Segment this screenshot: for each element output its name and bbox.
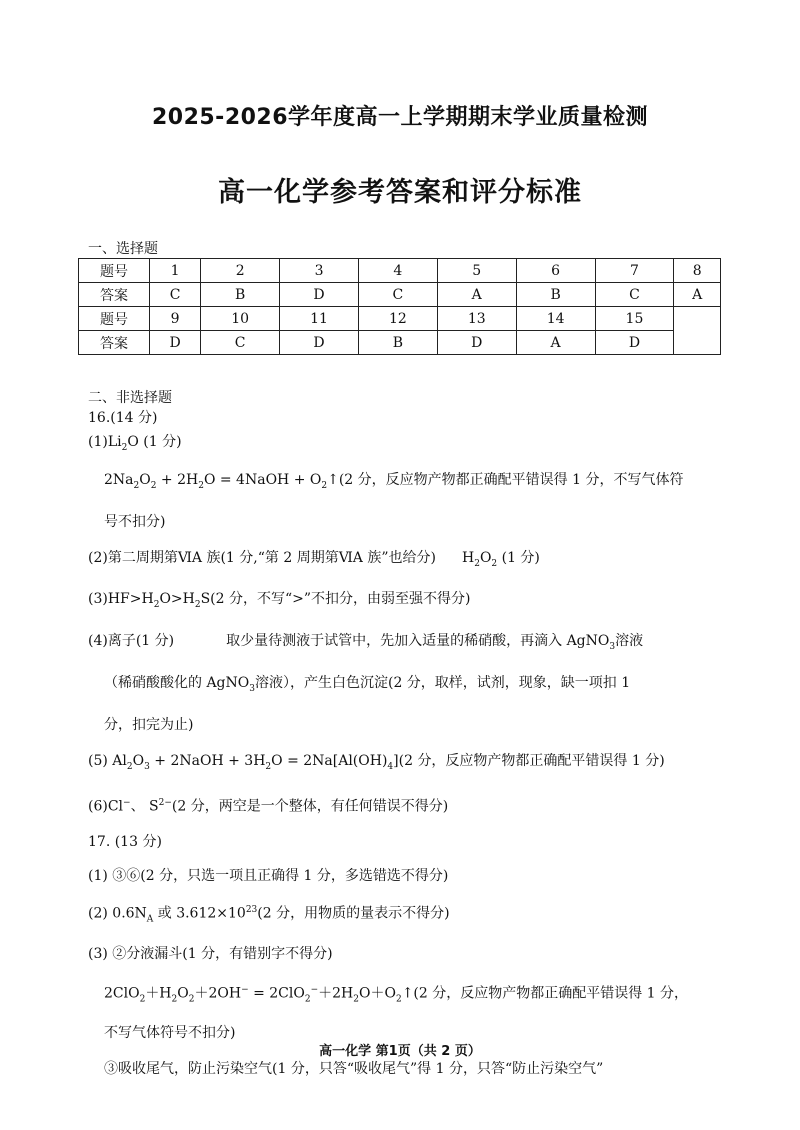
table-cell: 3 xyxy=(280,259,359,283)
q17-part2: (2) $0.6N_A$ 或 $3.612\times 10^{23}(2$ 分，用物质的量表示不得分) xyxy=(88,905,450,925)
table-cell: 4 xyxy=(358,259,437,283)
table-cell: C xyxy=(201,331,280,355)
q17-equation-cont: 不写气体符号不扣分) xyxy=(104,1025,236,1042)
table-cell: 9 xyxy=(150,307,201,331)
table-cell: D xyxy=(595,331,674,355)
q17-part1: (1) ③⑥(2 分，只选一项且正确得 1 分，多选错选不得分) xyxy=(88,868,449,885)
table-cell: 6 xyxy=(516,259,595,283)
table-cell: 12 xyxy=(358,307,437,331)
table-cell: 题号 xyxy=(79,307,150,331)
table-cell: A xyxy=(674,283,721,307)
table-cell: B xyxy=(358,331,437,355)
q16-title: 16.(14 分) xyxy=(88,410,158,426)
table-cell: D xyxy=(280,283,359,307)
table-row xyxy=(79,283,721,307)
table-cell: 答案 xyxy=(79,331,150,355)
q17-title: 17. (13 分) xyxy=(88,834,162,851)
q16-equation-1: $2Na_2O_2 + 2H_2O$ = 4NaOH + $O_2↑(2$ 分，反应物产物都正确配平错误得 1 分，不写气体符 xyxy=(104,471,684,491)
exam-title: 2025-2026学年度高一上学期期末学业质量检测 xyxy=(151,105,649,130)
q16-part5: (5) $Al_2O_3$ + 2NaOH + $3H_2O = 2Na[Al(OH)_4](2$ 分，反应物产物都正确配平错误得 1 分) xyxy=(88,752,665,772)
table-cell: 8 xyxy=(674,259,721,283)
page-footer: 高一化学 第1页（共 2 页） xyxy=(319,1044,481,1059)
table-row xyxy=(79,307,721,331)
table-cell: 11 xyxy=(280,307,359,331)
q16-part3: $(3)HF>H_2O>H_2S(2$ 分，不写“>”不扣分，由弱至强不得分) xyxy=(88,591,471,611)
table-cell: 5 xyxy=(437,259,516,283)
table-cell: C xyxy=(595,283,674,307)
q16-equation-1-cont: 号不扣分) xyxy=(104,513,166,530)
table-cell-empty xyxy=(674,307,721,355)
table-cell: A xyxy=(516,331,595,355)
table-cell: D xyxy=(280,331,359,355)
choice-answer-table xyxy=(78,258,721,355)
q17-part3-3: ③吸收尾气，防止污染空气(1 分，只答“吸收尾气”得 1 分，只答“防止污染空气” xyxy=(104,1061,604,1078)
q17-equation: $2ClO_2+H_2O_2+2OH^-$ = $2ClO_2^-+2H_2O+O_2↑(2$ 分，反应物产物都正确配平错误得 1 分， xyxy=(104,984,689,1005)
table-cell: 13 xyxy=(437,307,516,331)
table-row xyxy=(79,331,721,355)
table-cell: D xyxy=(150,331,201,355)
q16-part4-line2: （稀硝酸酸化的 AgNO$_3$溶液），产生白色沉淀(2 分，取样，试剂，现象，缺一项扣 1 xyxy=(104,674,631,694)
table-cell: 1 xyxy=(150,259,201,283)
q16-part1: $(1)Li_2O$ (1 分) xyxy=(88,434,182,453)
answer-key-title: 高一化学参考答案和评分标准 xyxy=(218,177,582,208)
table-cell: D xyxy=(437,331,516,355)
table-row xyxy=(79,259,721,283)
q16-part2: (2)第二周期第ⅥA 族(1 分,“第 2 周期第ⅥA 族”也给分) $H_2O_2$ (1 分) xyxy=(88,549,540,569)
section-nonchoice-heading: 二、非选择题 xyxy=(88,390,172,406)
table-cell: 题号 xyxy=(79,259,150,283)
q17-part3: (3) ②分液漏斗(1 分，有错别字不得分) xyxy=(88,945,333,962)
q16-part6: (6)Cl−、 $S^{2-}(2$ 分，两空是一个整体，有任何错误不得分) xyxy=(88,797,449,815)
table-cell: 答案 xyxy=(79,283,150,307)
table-cell: A xyxy=(437,283,516,307)
non-choice-section xyxy=(88,385,718,1082)
section-choice-heading: 一、选择题 xyxy=(88,241,158,257)
table-cell: 7 xyxy=(595,259,674,283)
table-cell: 15 xyxy=(595,307,674,331)
table-cell: C xyxy=(358,283,437,307)
table-cell: 14 xyxy=(516,307,595,331)
table-cell: C xyxy=(150,283,201,307)
table-cell: 2 xyxy=(201,259,280,283)
table-cell: B xyxy=(201,283,280,307)
q16-part4: (4)离子(1 分) 取少量待测液于试管中，先加入适量的稀硝酸，再滴入 AgNO$_3$溶液 xyxy=(88,633,644,652)
table-cell: B xyxy=(516,283,595,307)
table-cell: 10 xyxy=(201,307,280,331)
q16-part4-line3: 分，扣完为止) xyxy=(104,716,194,733)
